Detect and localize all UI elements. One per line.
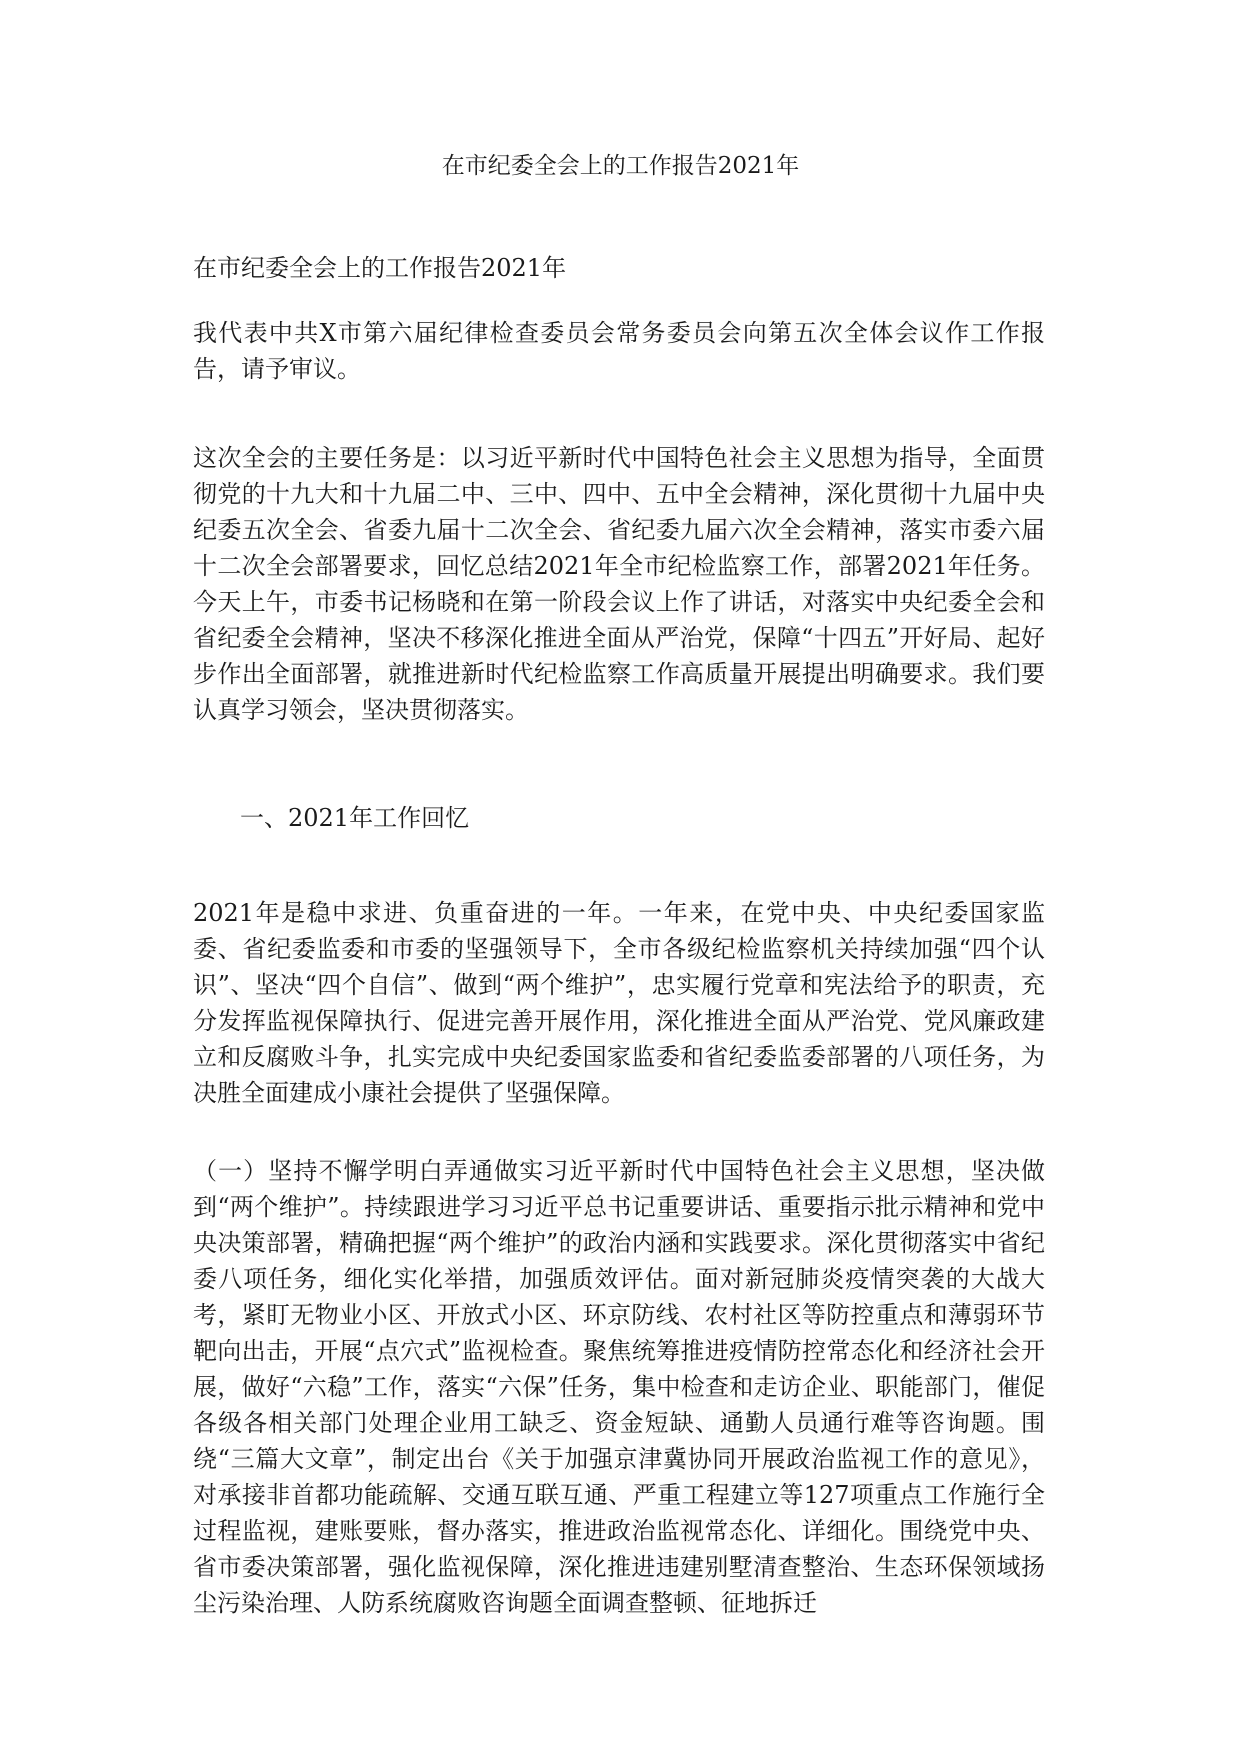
paragraph-year-review: 2021年是稳中求进、负重奋进的一年。一年来，在党中央、中央纪委国家监委、省纪委监委和市委的坚强领导下，全市各级纪检监察机关持续加强“四个认识”、坚决“四个自信”、做到“两个维护”，忠实履行党章和宪法给予的职责，充分发挥监视保障执行、促进完善开展作用，深化推进全面从严治党、党风廉政建立和反腐败斗争，扎实完成中央纪委国家监委和省纪委监委部署的八项任务，为决胜全面建成小康社会提供了坚强保障。 [193, 899, 1045, 1107]
paragraph-main-task: 这次全会的主要任务是：以习近平新时代中国特色社会主义思想为指导，全面贯彻党的十九大和十九届二中、三中、四中、五中全会精神，深化贯彻十九届中央纪委五次全会、省委九届十二次全会、省纪委九届六次全会精神，落实市委六届十二次全会部署要求，回忆总结2021年全市纪检监察工作，部署2021年任务。今天上午，市委书记杨晓和在第一阶段会议上作了讲话，对落实中央纪委全会和省纪委全会精神，坚决不移深化推进全面从严治党，保障“十四五”开好局、起好步作出全面部署，就推进新时代纪检监察工作高质量开展提出明确要求。我们要认真学习领会，坚决贯彻落实。 [193, 444, 1045, 724]
section-heading: 一、2021年工作回忆 [240, 804, 470, 832]
paragraph-item-one: （一）坚持不懈学明白弄通做实习近平新时代中国特色社会主义思想，坚决做到“两个维护”。持续跟进学习习近平总书记重要讲话、重要指示批示精神和党中央决策部署，精确把握“两个维护”的政治内涵和实践要求。深化贯彻落实中省纪委八项任务，细化实化举措，加强质效评估。面对新冠肺炎疫情突袭的大战大考，紧盯无物业小区、开放式小区、环京防线、农村社区等防控重点和薄弱环节靶向出击，开展“点穴式”监视检查。聚焦统筹推进疫情防控常态化和经济社会开展，做好“六稳”工作，落实“六保”任务，集中检查和走访企业、职能部门，催促各级各相关部门处理企业用工缺乏、资金短缺、通勤人员通行难等咨询题。围绕“三篇大文章”，制定出台《关于加强京津冀协同开展政治监视工作的意见》，对承接非首都功能疏解、交通互联互通、严重工程建立等127项重点工作施行全过程监视，建账要账，督办落实，推进政治监视常态化、详细化。围绕党中央、省市委决策部署，强化监视保障，深化推进违建别墅清查整治、生态环保领域扬尘污染治理、人防系统腐败咨询题全面调查整顿、征地拆迁 [193, 1157, 1045, 1617]
paragraph-intro: 我代表中共X市第六届纪律检查委员会常务委员会向第五次全体会议作工作报告，请予审议。 [193, 319, 1045, 383]
document-title: 在市纪委全会上的工作报告2021年 [441, 153, 800, 179]
document-subtitle: 在市纪委全会上的工作报告2021年 [193, 254, 567, 282]
